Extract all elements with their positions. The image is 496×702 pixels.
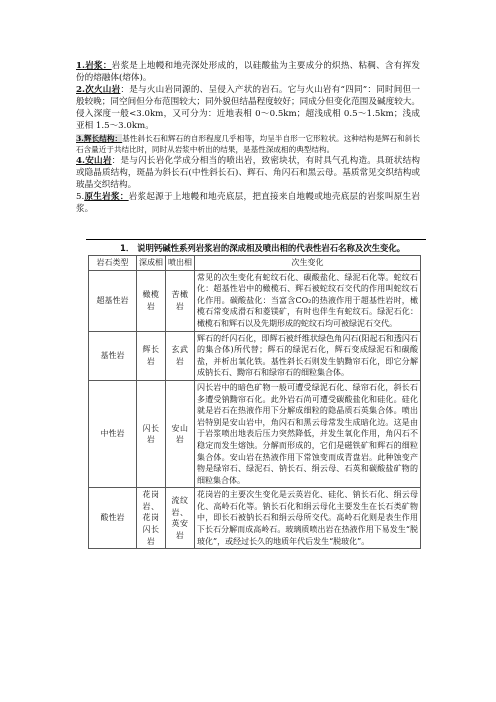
definition-term: 次火山岩 bbox=[84, 85, 121, 96]
header-volcanic: 喷出相 bbox=[166, 256, 195, 271]
table-header-row bbox=[89, 256, 421, 271]
definition-item bbox=[76, 133, 420, 155]
definition-number: 1. bbox=[76, 61, 85, 71]
cell-volcanic: 安山岩 bbox=[166, 380, 195, 487]
definition-item bbox=[76, 60, 420, 84]
section-divider bbox=[86, 239, 426, 240]
table-row bbox=[89, 331, 421, 380]
definition-text: 基性斜长石和辉石的自形程度几乎相等，均呈半自形一它形粒状。这种结构是辉石和斜长石含量近于共结比时，同时从岩浆中析出的结果，是基性深成相的典型结构。 bbox=[76, 133, 420, 154]
definition-term: 原生岩浆： bbox=[84, 192, 129, 203]
cell-volcanic: 玄武岩 bbox=[166, 331, 195, 380]
table-row bbox=[89, 270, 421, 331]
definition-item bbox=[76, 191, 420, 215]
definition-number: 3. bbox=[76, 133, 84, 143]
header-plutonic: 深成相 bbox=[137, 256, 166, 271]
definition-text: ：是与火山岩同源的、呈侵入产状的岩石。它与火山岩有“四同”：同时间但一般较晚；同空间但分布范围较大；同外貌但结晶程度较好；同成分但变化范围及碱度较大。侵入深度一般<3.0km，又可分为：近地表相 0～0.5km；超浅成相 0.5～1.5km；浅成亚相 1.5～3.0km。 bbox=[76, 85, 420, 132]
cell-volcanic: 流纹岩、英安岩 bbox=[166, 488, 195, 549]
cell-alteration: 花岗岩的主要次生变化是云英岩化、硅化、钠长石化、绢云母化、高岭石化等。钠长石化和绢云母化主要发生在长石类矿物中，即长石被钠长石和绢云母所交代。高岭石化则是表生作用下长石分解而成高岭石。玻璃质喷出岩在热液作用下易发生“脱玻化”，或经过长久的地质年代后发生“脱玻化”。 bbox=[195, 488, 421, 549]
cell-rock-type: 基性岩 bbox=[89, 331, 137, 380]
definition-term: 安山岩 bbox=[84, 155, 112, 166]
table-caption: 1． 说明钙碱性系列岩浆岩的深成相及喷出相的代表性岩石名称及次生变化。 bbox=[120, 243, 406, 253]
rock-series-table bbox=[88, 255, 421, 549]
cell-plutonic: 辉长岩 bbox=[137, 331, 166, 380]
cell-plutonic: 闪长岩 bbox=[137, 380, 166, 487]
definition-number: 4. bbox=[76, 155, 85, 166]
definition-item bbox=[76, 84, 420, 132]
cell-rock-type: 超基性岩 bbox=[89, 270, 137, 331]
header-alteration: 次生变化 bbox=[195, 256, 421, 271]
cell-plutonic: 花岗岩、花岗闪长岩 bbox=[137, 488, 166, 549]
cell-volcanic: 苦橄岩 bbox=[166, 270, 195, 331]
definition-term: 辉长结构： bbox=[83, 133, 123, 143]
table-row bbox=[89, 380, 421, 487]
definition-term: 岩浆： bbox=[84, 61, 112, 71]
definitions-list bbox=[76, 60, 420, 215]
cell-alteration: 辉石的纤闪石化，即辉石被纤维状绿色角闪石(阳起石和透闪石的集合体)所代替；辉石的绿泥石化，辉石变成绿泥石和碳酸盐，并析出氧化铁。基性斜长石则发生钠黝帘石化，即它分解成钠长石、黝帘石和绿帘石的细粒集合体。 bbox=[195, 331, 421, 380]
cell-plutonic: 橄榄岩 bbox=[137, 270, 166, 331]
table-row bbox=[89, 488, 421, 549]
cell-alteration: 闪长岩中的暗色矿物一般可遭受绿泥石化、绿帘石化，斜长石多遭受钠黝帘石化。此外岩石尚可遭受碳酸盐化和硅化。硅化就是岩石在热液作用下分解成细粒的隐晶质石英集合体。喷出岩特别是安山岩中，角闪石和黑云母常发生成暗化边。这是由于岩浆喷出地表后压力突然降低，并发生氧化作用，角闪石不稳定而发生熔蚀。分解而形成的，它们是磁铁矿和辉石的细粒集合体。安山岩在热液作用下常蚀变而成青盘岩。此种蚀变产物是绿帘石、绿泥石、钠长石、绢云母、石英和碳酸盐矿物的细粒集合体。 bbox=[195, 380, 421, 487]
cell-rock-type: 中性岩 bbox=[89, 380, 137, 487]
header-rock-type: 岩石类型 bbox=[89, 256, 137, 271]
definition-item bbox=[76, 155, 420, 191]
definition-text: ：是与闪长岩化学成分相当的喷出岩，致密块状，有时具气孔构造。具斑状结构或隐晶质结构，斑晶为斜长石(中性斜长石)、辉石、角闪石和黑云母。基质常见交织结构或玻晶交织结构。 bbox=[76, 155, 420, 190]
definition-text: 岩浆是上地幔和地壳深处形成的，以硅酸盐为主要成分的炽热、粘稠、含有挥发份的熔融体(熔体)。 bbox=[76, 61, 420, 84]
definition-number: 5. bbox=[76, 192, 85, 203]
cell-alteration: 常见的次生变化有蛇纹石化、碳酸盐化、绿泥石化等。蛇纹石化：超基性岩中的橄榄石、辉石被蛇纹石交代的作用叫蛇纹石化作用。碳酸盐化：当富含CO₂的热液作用于超基性岩时，橄榄石常变成滑石和菱镁矿，有时也伴生有蛇纹石。绿泥石化：橄榄石和辉石以及先期形成的蛇纹石均可被绿泥石交代。 bbox=[195, 270, 421, 331]
definition-text: 岩浆起源于上地幔和地壳底层，把直接来自地幔或地壳底层的岩浆叫原生岩浆。 bbox=[76, 192, 420, 215]
definition-number: 2. bbox=[76, 85, 85, 96]
cell-rock-type: 酸性岩 bbox=[89, 488, 137, 549]
